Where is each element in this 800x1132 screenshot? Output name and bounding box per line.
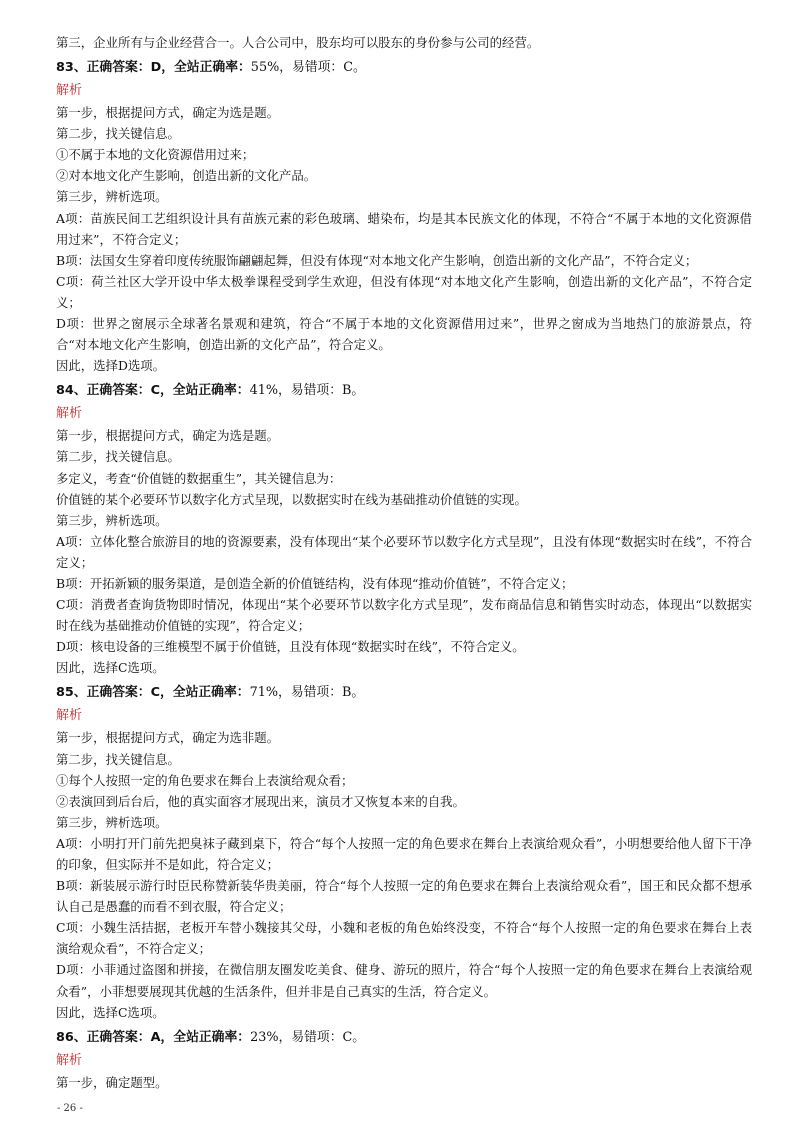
analysis-line: 第二步，找关键信息。 — [56, 751, 180, 767]
option-d-text: D项：核电设备的三维模型不属于价值链，且没有体现“数据实时在线”，不符合定义。 — [56, 639, 525, 655]
question-84-block — [56, 379, 752, 678]
analysis-line: ①不属于本地的文化资源借用过来； — [56, 147, 255, 163]
option-c-text: C项：消费者查询货物即时情况，体现出“某个必要环节以数字化方式呈现”，发布商品信息和销售实时动态，体现出“以数据实时在线为基础推动价值链的实现”，符合定义； — [56, 597, 752, 634]
analysis-line: ②对本地文化产生影响，创造出新的文化产品。 — [56, 168, 317, 184]
conclusion-text: 因此，选择C选项。 — [56, 660, 165, 676]
intro-text: 第三，企业所有与企业经营合一。人合公司中，股东均可以股东的身份参与公司的经营。 — [56, 35, 540, 50]
question-85-block — [56, 681, 752, 1022]
option-d-text: D项：世界之窗展示全球著名景观和建筑，符合“不属于本地的文化资源借用过来”，世界之窗成为当地热门的旅游景点，符合“对本地文化产生影响，创造出新的文化产品”，符合定义。 — [56, 316, 752, 353]
analysis-label: 解析 — [56, 708, 83, 724]
page-number: - 26 - — [57, 1103, 83, 1114]
analysis-line: ①每个人按照一定的角色要求在舞台上表演给观众看； — [56, 772, 354, 788]
analysis-line: 多定义，考查“价值链的数据重生”，其关键信息为： — [56, 470, 342, 486]
option-b-text: B项：法国女生穿着印度传统服饰翩翩起舞，但没有体现“对本地文化产生影响，创造出新的文化产品”，不符合定义； — [56, 252, 698, 268]
analysis-line: 价值链的某个必要环节以数字化方式呈现，以数据实时在线为基础推动价值链的实现。 — [56, 491, 527, 507]
option-b-text: B项：新装展示游行时臣民称赞新装华贵美丽，符合“每个人按照一定的角色要求在舞台上表演给观众看”，国王和民众都不想承认自己是愚蠢的而看不到衣服，符合定义； — [56, 878, 752, 915]
question-86-block — [56, 1026, 752, 1093]
option-d-text: D项：小菲通过盗图和拼接，在微信朋友圈发吃美食、健身、游玩的照片，符合“每个人按照一定的角色要求在舞台上表演给观众看”，小菲想要展现其优越的生活条件，但并非是自己真实的生活，符合定义。 — [56, 962, 752, 999]
conclusion-text: 因此，选择D选项。 — [56, 358, 166, 374]
option-b-text: B项：开拓新颖的服务渠道，是创造全新的价值链结构，没有体现“推动价值链”，不符合定义； — [56, 575, 574, 591]
analysis-line: 第一步，根据提问方式，确定为选是题。 — [56, 105, 280, 121]
analysis-line: ②表演回到后台后，他的真实面容才展现出来，演员才又恢复本来的自我。 — [56, 793, 465, 809]
analysis-line: 第一步，根据提问方式，确定为选非题。 — [56, 730, 280, 746]
option-a-text: A项：小明打开门前先把臭袜子藏到桌下，符合“每个人按照一定的角色要求在舞台上表演给观众看”，小明想要给他人留下干净的印象，但实际并不是如此，符合定义； — [56, 835, 752, 872]
question-86-header: 86、正确答案：A，全站正确率：23%，易错项：C。 — [56, 1029, 366, 1045]
option-c-text: C项：荷兰社区大学开设中华太极拳课程受到学生欢迎，但没有体现“对本地文化产生影响，创造出新的文化产品”，不符合定义； — [56, 273, 752, 310]
analysis-line: 第二步，找关键信息。 — [56, 449, 180, 465]
analysis-line: 第一步，确定题型。 — [56, 1074, 168, 1090]
analysis-line: 第三步，辨析选项。 — [56, 512, 168, 528]
option-a-text: A项：立体化整合旅游目的地的资源要素，没有体现出“某个必要环节以数字化方式呈现”，且没有体现“数据实时在线”，不符合定义； — [56, 533, 752, 570]
conclusion-text: 因此，选择C选项。 — [56, 1004, 165, 1020]
analysis-line: 第一步，根据提问方式，确定为选是题。 — [56, 428, 280, 444]
analysis-line: 第三步，辨析选项。 — [56, 814, 168, 830]
analysis-label: 解析 — [56, 83, 83, 99]
question-85-header: 85、正确答案：C，全站正确率：71%，易错项：B。 — [56, 685, 365, 701]
analysis-label: 解析 — [56, 406, 83, 422]
analysis-line: 第二步，找关键信息。 — [56, 126, 180, 142]
option-a-text: A项：苗族民间工艺组织设计具有苗族元素的彩色玻璃、蜡染布，均是其本民族文化的体现，不符合“不属于本地的文化资源借用过来”，不符合定义； — [56, 210, 752, 247]
question-83-header: 83、正确答案：D，全站正确率：55%，易错项：C。 — [56, 60, 366, 76]
analysis-label: 解析 — [56, 1052, 83, 1068]
question-84-header: 84、正确答案：C，全站正确率：41%，易错项：B。 — [56, 383, 365, 399]
question-83-block — [56, 56, 752, 376]
analysis-line: 第三步，辨析选项。 — [56, 189, 168, 205]
option-c-text: C项：小魏生活拮据，老板开车替小魏接其父母，小魏和老板的角色始终没变，不符合“每个人按照一定的角色要求在舞台上表演给观众看”，不符合定义； — [56, 920, 752, 957]
